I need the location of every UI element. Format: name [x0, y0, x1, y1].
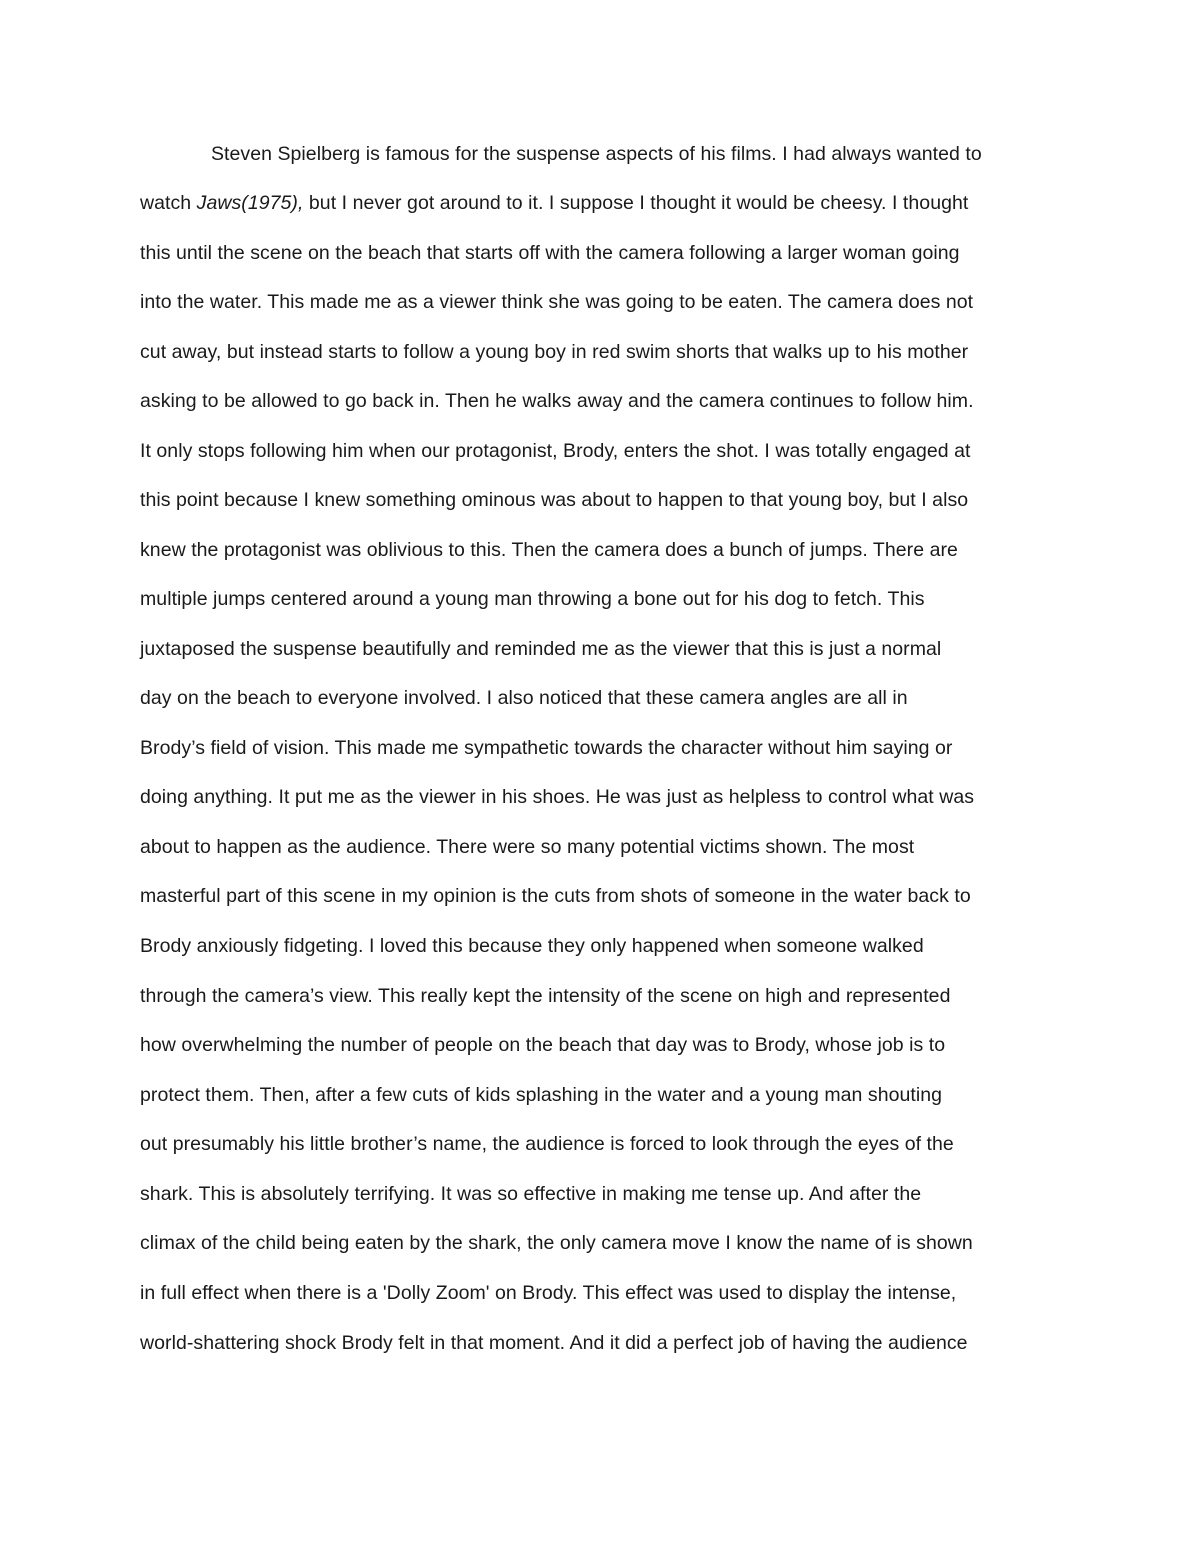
film-title-italic: Jaws(1975),: [196, 192, 304, 214]
paragraph-line: in full effect when there is a 'Dolly Zoom' on Brody. This effect was used to display the intense,: [140, 1282, 957, 1304]
line-text: watch: [140, 192, 197, 214]
paragraph-line: this point because I knew something ominous was about to happen to that young boy, but I also: [140, 489, 969, 511]
paragraph-line: climax of the child being eaten by the shark, the only camera move I know the name of is shown: [140, 1232, 973, 1254]
line-text: but I never got around to it. I suppose I thought it would be cheesy. I thought: [303, 192, 969, 214]
paragraph-line: cut away, but instead starts to follow a young boy in red swim shorts that walks up to his mother: [140, 341, 969, 363]
paragraph-line: masterful part of this scene in my opinion is the cuts from shots of someone in the water back to: [140, 885, 971, 907]
paragraph-line: [140, 194, 968, 214]
paragraph-line: into the water. This made me as a viewer think she was going to be eaten. The camera does not: [140, 291, 974, 313]
paragraph-line: day on the beach to everyone involved. I also noticed that these camera angles are all in: [140, 687, 908, 709]
paragraph-line: Brody’s field of vision. This made me sympathetic towards the character without him saying or: [140, 737, 953, 759]
paragraph-line: out presumably his little brother’s name, the audience is forced to look through the eyes of the: [140, 1133, 954, 1155]
paragraph-line: protect them. Then, after a few cuts of kids splashing in the water and a young man shouting: [140, 1084, 943, 1106]
paragraph-line: how overwhelming the number of people on the beach that day was to Brody, whose job is to: [140, 1034, 946, 1056]
paragraph-line: juxtaposed the suspense beautifully and reminded me as the viewer that this is just a normal: [140, 638, 942, 660]
paragraph-line: multiple jumps centered around a young man throwing a bone out for his dog to fetch. This: [140, 588, 925, 610]
paragraph-line: shark. This is absolutely terrifying. It was so effective in making me tense up. And after the: [140, 1183, 922, 1205]
paragraph-line: through the camera’s view. This really kept the intensity of the scene on high and represented: [140, 985, 951, 1007]
paragraph-line: It only stops following him when our protagonist, Brody, enters the shot. I was totally engaged at: [140, 440, 971, 462]
paragraph-line: about to happen as the audience. There were so many potential victims shown. The most: [140, 836, 915, 858]
paragraph-line: this until the scene on the beach that starts off with the camera following a larger woman going: [140, 242, 960, 264]
paragraph-line: knew the protagonist was oblivious to this. Then the camera does a bunch of jumps. There are: [140, 539, 958, 561]
paragraph-line: asking to be allowed to go back in. Then he walks away and the camera continues to follow him.: [140, 390, 974, 412]
paragraph-line: Brody anxiously fidgeting. I loved this because they only happened when someone walked: [140, 935, 924, 957]
paragraph-line: doing anything. It put me as the viewer in his shoes. He was just as helpless to control what was: [140, 786, 975, 808]
paragraph-line: Steven Spielberg is famous for the suspense aspects of his films. I had always wanted to: [211, 143, 982, 165]
paragraph-line: world-shattering shock Brody felt in that moment. And it did a perfect job of having the audience: [140, 1332, 968, 1354]
